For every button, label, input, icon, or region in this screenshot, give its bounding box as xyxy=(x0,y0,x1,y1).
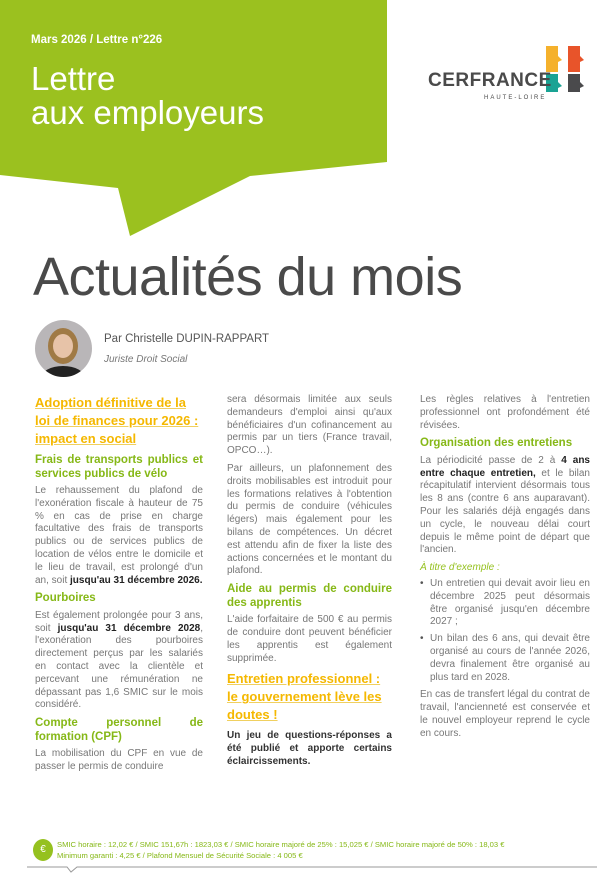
paragraph: La périodicité passe de 2 à 4 ans entre chaque entretien, et le bilan récapitulatif intervient désormais tous les 8 ans (contre 6 ans auparavant). Pour les salariés déjà engagés dans un cycle, le nouveau délai court depuis le même point de départ que l'ancien. xyxy=(420,454,590,556)
section-heading: Aide au permis de conduire des apprentis xyxy=(227,583,392,609)
article-heading: Adoption définitive de la loi de finances pour 2026 : impact en social xyxy=(35,395,199,446)
page-title: Actualités du mois xyxy=(33,247,463,307)
section-heading: Pourboires xyxy=(35,592,96,605)
author-name: Par Christelle DUPIN-RAPPART xyxy=(104,333,270,345)
section-heading: Organisation des entretiens xyxy=(420,437,573,450)
paragraph: Est également prolongée pour 3 ans, soit jusqu'au 31 décembre 2028, l'exonération des pourboires directement perçus par les salariés en contact avec la clientèle et percevant une rémunération ne dépassant pas 1,6 SMIC sur le mois considéré. xyxy=(35,609,203,711)
newsletter-title xyxy=(31,62,264,130)
rates-line: SMIC horaire : 12,02 € / SMIC 151,67h : 1823,03 € / SMIC horaire majoré de 25% : 15,025 € / SMIC horaire majoré de 50% : 18,03 € xyxy=(57,840,505,849)
author-role: Juriste Droit Social xyxy=(104,354,188,365)
article-heading: Entretien professionnel : le gouvernement lève les doutes ! xyxy=(227,671,382,723)
logo-region: HAUTE-LOIRE xyxy=(484,95,547,101)
paragraph: sera désormais limitée aux seuls demandeurs d'emploi ainsi qu'aux bénéficiaires d'un cofinancement au permis par un tiers (France travail, OPCO…). xyxy=(227,394,392,457)
paragraph: Par ailleurs, un plafonnement des droits mobilisables est introduit pour les formations relatives à l'obtention du permis de conduire (véhicules légers) mais également pour les bilans de compétences. Un décret est attendu afin de fixer la liste des actions concernées et le montant du plafond. xyxy=(227,462,392,577)
logo-text: CERFRANCE xyxy=(428,70,552,91)
paragraph: En cas de transfert légal du contrat de travail, l'ancienneté est conservée et le nouvel employeur reprend le cycle en cours. xyxy=(420,689,590,739)
lead-paragraph: Un jeu de questions-réponses a été publié et apporte certains éclaircissements. xyxy=(227,730,392,767)
euro-document-icon: € xyxy=(33,839,53,861)
paragraph: L'aide forfaitaire de 500 € au permis de conduire dont peuvent bénéficier les apprentis est également supprimée. xyxy=(227,614,392,664)
footer-divider xyxy=(27,864,597,874)
paragraph: Les règles relatives à l'entretien professionnel ont profondément été révisées. xyxy=(420,394,590,431)
title-line: aux employeurs xyxy=(31,94,264,131)
list-item: • Un bilan des 6 ans, qui devait être organisé au cours de l'année 2026, devra finalement être organisé au plus tard en 2028. xyxy=(420,633,590,684)
example-label: À titre d'exemple : xyxy=(420,562,500,574)
column-2 xyxy=(227,394,392,774)
section-heading: Compte personnel de formation (CPF) xyxy=(35,717,203,743)
rates-text xyxy=(57,839,504,861)
list-item: • Un entretien qui devait avoir lieu en décembre 2025 peut désormais être organisé jusqu'en décembre 2027 ; xyxy=(420,578,590,629)
issue-label: Mars 2026 / Lettre n°226 xyxy=(31,34,163,46)
section-heading: Frais de transports publics et services publics de vélo xyxy=(35,454,203,480)
paragraph: La mobilisation du CPF en vue de passer le permis de conduire xyxy=(35,748,203,773)
title-line: Lettre xyxy=(31,60,116,97)
column-3 xyxy=(420,394,590,746)
paragraph: Le rehaussement du plafond de l'exonération fiscale à hauteur de 75 % en cas de prise en charge facultative des frais de transports publics ou de services publics de location de vélos entre le domicile et le lieu de travail, est prolongé d'un an, soit jusqu'au 31 décembre 2026. xyxy=(35,485,203,586)
cerfrance-logo xyxy=(428,44,598,104)
author-avatar xyxy=(35,320,92,377)
example-list xyxy=(420,578,590,684)
rates-line: Minimum garanti : 4,25 € / Plafond Mensuel de Sécurité Sociale : 4 005 € xyxy=(57,851,303,860)
column-1 xyxy=(35,394,203,779)
